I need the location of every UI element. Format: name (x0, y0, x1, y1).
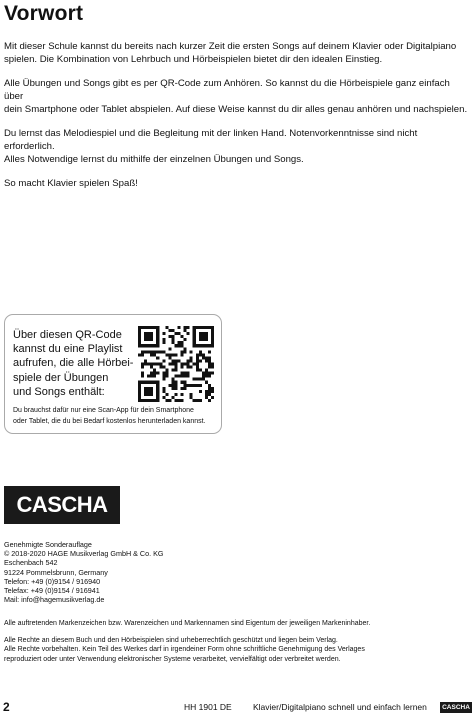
intro-paragraph (4, 77, 470, 116)
qr-description-line: kannst du eine Playlist (13, 343, 123, 356)
qr-description-line: spiele der Übungen (13, 371, 109, 384)
qr-description-line: aufrufen, die alle Hörbei- (13, 357, 134, 370)
publisher-line: Genehmigte Sonderauflage (4, 540, 92, 549)
intro-line: Mit dieser Schule kannst du bereits nach kurzer Zeit die ersten Songs auf deinem Klavier oder Digitalpiano (4, 41, 457, 52)
book-title: Klavier/Digitalpiano schnell und einfach lernen (253, 702, 427, 712)
rights-line: reproduziert oder unter Verwendung elektronischer Systeme verarbeitet, vervielfältigt oder verbreitet werden. (4, 655, 341, 663)
intro-line: Alles Notwendige lernst du mithilfe der einzelnen Übungen und Songs. (4, 154, 304, 165)
page-title: Vorwort (4, 2, 84, 25)
publisher-line: Eschenbach 542 (4, 558, 58, 568)
page-number: 2 (3, 700, 10, 714)
qr-description (13, 328, 139, 399)
rights-notice (4, 636, 470, 665)
publisher-email[interactable]: Mail: info@hagemusikverlag.de (4, 595, 105, 605)
publisher-line: © 2018-2020 HAGE Musikverlag GmbH & Co. KG (4, 549, 164, 559)
rights-line: Alle Rechte an diesem Buch und den Hörbeispielen sind urheberrechtlich geschützt und liegen beim Verlag. (4, 636, 338, 644)
publisher-info (4, 540, 164, 604)
rights-line: Alle Rechte vorbehalten. Kein Teil des Werkes darf in irgendeiner Form ohne schriftliche Genehmigung des Verlages (4, 646, 365, 654)
catalog-number: HH 1901 DE (184, 702, 232, 712)
qr-note (13, 406, 218, 427)
intro-text (4, 40, 470, 201)
publisher-line: 91224 Pommelsbrunn, Germany (4, 567, 108, 577)
qr-note-line: oder Tablet, die du bei Bedarf kostenlos herunterladen kannst. (13, 417, 206, 425)
intro-line: dein Smartphone oder Tablet abspielen. Auf diese Weise kannst du dir alles genau anhören und nachspielen. (4, 104, 468, 115)
intro-line: So macht Klavier spielen Spaß! (4, 178, 138, 189)
legal-notice (4, 619, 470, 671)
qr-description-line: und Songs enthält: (13, 385, 105, 398)
publisher-line: Telefon: +49 (0)9154 / 916940 (4, 576, 101, 586)
intro-line: Du lernst das Melodiespiel und die Begleitung mit der linken Hand. Notenvorkenntnisse sind nicht erforderlich. (4, 128, 418, 152)
qr-note-line: Du brauchst dafür nur eine Scan-App für dein Smartphone (13, 407, 194, 414)
publisher-line: Telefax: +49 (0)9154 / 916941 (4, 586, 100, 596)
intro-line: spielen. Die Kombination von Lehrbuch und Hörbeispielen bietet dir den idealen Einstieg. (4, 54, 383, 65)
qr-description-line: Über diesen QR-Code (13, 329, 122, 341)
footer-logo: CASCHA (440, 702, 472, 713)
intro-paragraph (4, 40, 470, 66)
intro-paragraph (4, 177, 470, 190)
page-footer (0, 700, 476, 718)
trademark-notice: Alle auftretenden Markenzeichen bzw. Warenzeichen und Markennamen sind Eigentum der jeweiligen Markeninhaber. (4, 620, 371, 627)
qr-info-box (4, 314, 222, 434)
intro-paragraph (4, 127, 470, 166)
intro-line: Alle Übungen und Songs gibt es per QR-Code zum Anhören. So kannst du die Hörbeispiele ganz einfach über (4, 78, 450, 102)
cascha-logo: CASCHA (4, 486, 120, 524)
qr-code-icon[interactable] (138, 326, 214, 402)
